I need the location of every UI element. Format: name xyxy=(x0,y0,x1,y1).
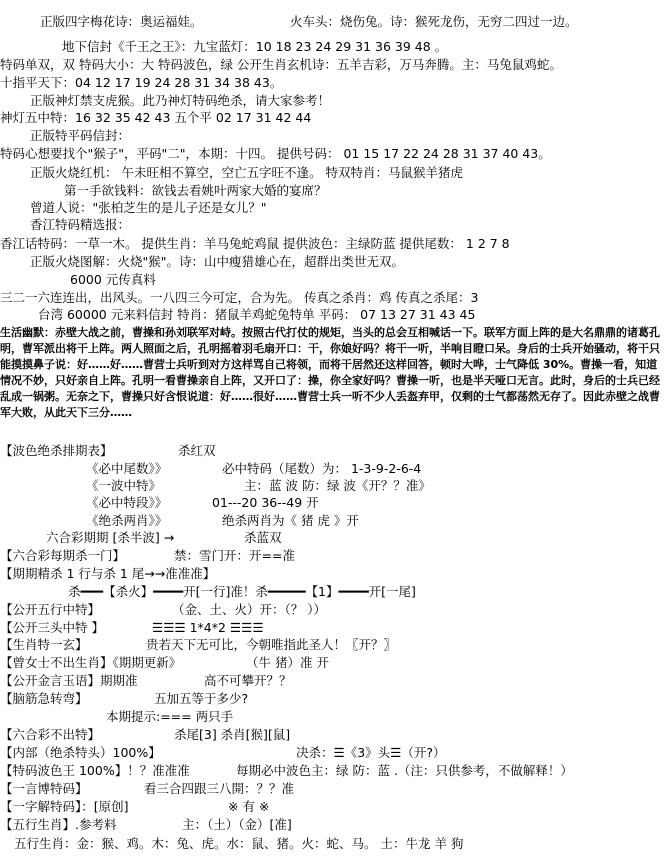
text-line: 【期期精杀 1 行与杀 1 尾→→准准准】 xyxy=(0,566,216,581)
text-line: 杀尾[3] 杀肖[猴][鼠] xyxy=(174,727,291,742)
text-line: 正版火烧红机： 午未旺相不算空，空亡五字旺不逢。 特双特肖：马鼠猴羊猪虎 xyxy=(30,165,463,180)
text-line: 神灯五中特：16 32 35 42 43 五个平 02 17 31 42 44 xyxy=(0,110,312,125)
text-line: 杀━━━【杀火】━━━━开[一行]准！杀━━━━━【1】━━━━开[一尾] xyxy=(68,584,416,599)
text-line: 特码心想要找个"猴子"，平码"二"，本期：十四。 提供号码： 01 15 17 22 24 28 31 37 40 43。 xyxy=(0,146,551,161)
text-line: 十指平天下：04 12 17 19 24 28 31 34 38 43。 xyxy=(0,75,283,90)
text-line: 正版火烧图解：火烧"猴"。诗：山中瘦猎雄心在，超群出类世无双。 xyxy=(30,254,405,269)
text-line: （金、土、火）开：（？ ）） xyxy=(172,602,326,617)
text-line: 正版神灯禁支虎猴。此乃神灯特码绝杀，请大家参考！ xyxy=(30,93,331,108)
text-line: 【六合彩不出特】 xyxy=(0,727,101,742)
text-line: 五加五等于多少? xyxy=(154,691,249,706)
text-line: 台湾 60000 元来料信封 特肖：猪鼠羊鸡蛇兔特单 平码： 07 13 27 31 43 45 xyxy=(38,307,476,322)
text-line: 【特码波色王 100%】！？准准准 xyxy=(0,763,190,778)
text-line: 第一手欲钱料：欲钱去看姚叶两家大婚的宴席？ xyxy=(64,183,327,198)
text-line: 【公开五行中特】 xyxy=(0,602,101,617)
text-line: ※ 有 ※ xyxy=(228,799,270,814)
text-line: 主：蓝 波 防：绿 波《开？？准》 xyxy=(244,478,431,493)
text-line: 火车头：烧伤兔。诗：猴死龙伤，无穷二四过一边。 xyxy=(290,14,578,29)
text-line: 【内部（绝杀特头）100%】 xyxy=(0,745,161,760)
text-line: （牛 猪）准 开 xyxy=(246,655,329,670)
text-line: 【脑筋急转弯】 xyxy=(0,691,88,706)
text-line: 本期提示:=== 两只手 xyxy=(106,709,234,724)
text-line: 特码单双，双 特码大小：大 特码波色，绿 公开生肖玄机诗：五羊吉彩，万马奔腾。主：马兔鼠鸡蛇。 xyxy=(0,57,562,72)
text-line: ☰☰☰ 1*4*2 ☰☰☰ xyxy=(152,620,264,635)
text-line: 高不可攀开？？ xyxy=(204,673,292,688)
text-line: 《绝杀两肖》》 xyxy=(86,513,168,528)
text-line: 禁：雪门开：开==准 xyxy=(174,548,295,563)
text-line: 《一波中特》 xyxy=(86,478,162,493)
text-line: 三二一六连连出，出风头。一八四三今可定，合为先。 传真之杀肖：鸡 传真之杀尾：3 xyxy=(0,290,479,305)
text-line: 【一言博特码】 xyxy=(0,781,88,796)
text-line: 六合彩期期 [杀半波] → xyxy=(46,530,175,545)
text-line: 6000 元传真料 xyxy=(70,272,156,287)
text-line: 决杀：☰《3》头☰（开?） xyxy=(296,745,446,760)
text-line: 五行生肖：金：猴、鸡。木：兔、虎。水：鼠、猪。火：蛇、马。 土：牛龙 羊 狗 xyxy=(14,836,464,851)
text-line: 【曾女士不出生肖】《期期更新》 xyxy=(0,655,182,670)
text-line: 【波色绝杀排期表】 xyxy=(0,443,113,458)
text-line: 地下信封《千王之王》：九宝蓝灯：10 18 23 24 29 31 36 39 48 。 xyxy=(62,39,448,54)
text-line: 【公开金言玉语】期期准 xyxy=(0,673,138,688)
text-line: 看三合四跟三八開：？？准 xyxy=(144,781,295,796)
text-line: 主：（土）（金）[准] xyxy=(182,817,292,832)
text-line: 香江特码精选报： xyxy=(30,217,131,232)
text-line: 必中特码（尾数）为： 1-3-9-2-6-4 xyxy=(222,461,422,476)
text-line: 绝杀两肖为《 猪 虎 》开 xyxy=(222,513,359,528)
text-line: 【五行生肖】.参考料 xyxy=(0,817,117,832)
text-line: 《必中特段》》 xyxy=(86,495,168,510)
text-line: 香江话特码：一草一木。 提供生肖：羊马兔蛇鸡鼠 提供波色：主绿防蓝 提供尾数： 1 2 7 8 xyxy=(0,236,510,251)
text-line: 【一字解特码】：[原创] xyxy=(0,799,129,814)
text-line: 【公开三头中特 】 xyxy=(0,620,104,635)
text-line: 【生肖特一玄】 xyxy=(0,637,88,652)
text-line: 每期必中波色主：绿 防：蓝 .（注：只供参考，不做解释！） xyxy=(236,763,573,778)
humor-paragraph: 生活幽默：赤壁大战之前，曹操和孙刘联军对峙。按照古代打仗的规矩，当头的总会互相喊话一下。联军方面上阵的是大名鼎鼎的诸葛孔明，曹军派出将干上阵。两人照面之后，孔明摇着羽毛扇开口：干，你娘好吗？将干一听，半响目瞪口呆。身后的士兵开始骚动，将干只能摸摸鼻子说：好……好……曹营士兵听到对方这样骂自己将领，而将干居然还这样回答，顿时大哗，士气降低 30%。曹操一看，知道情况不妙，只好亲自上阵。孔明一看曹操亲自上阵，又开口了：操，你全家好吗？曹操一听，也是半天哑口无言。此时，身后的士兵已经乱成一锅粥。无奈之下，曹操只好含恨说道：好……很好……曹营士兵一听不少人丢盔弃甲，仅剩的士气都荡然无存了。因此赤壁之战曹军大败，从此天下三分…… xyxy=(0,326,660,419)
text-line: 正版四字梅花诗：奥运福娃。 xyxy=(40,14,203,29)
text-line: 贵若天下无可比，今朝唯指此圣人！〖开？〗 xyxy=(146,637,397,652)
text-line: 《必中尾数》》 xyxy=(86,461,168,476)
text-line: 杀红双 xyxy=(178,443,216,458)
text-line: 01---20 36--49 开 xyxy=(212,495,319,510)
text-line: 曾道人说："张柏芝生的是儿子还是女儿？" xyxy=(30,200,267,215)
text-line: 正版特平码信封： xyxy=(30,128,131,143)
text-line: 杀蓝双 xyxy=(244,530,282,545)
text-line: 【六合彩每期杀一门】 xyxy=(0,548,126,563)
